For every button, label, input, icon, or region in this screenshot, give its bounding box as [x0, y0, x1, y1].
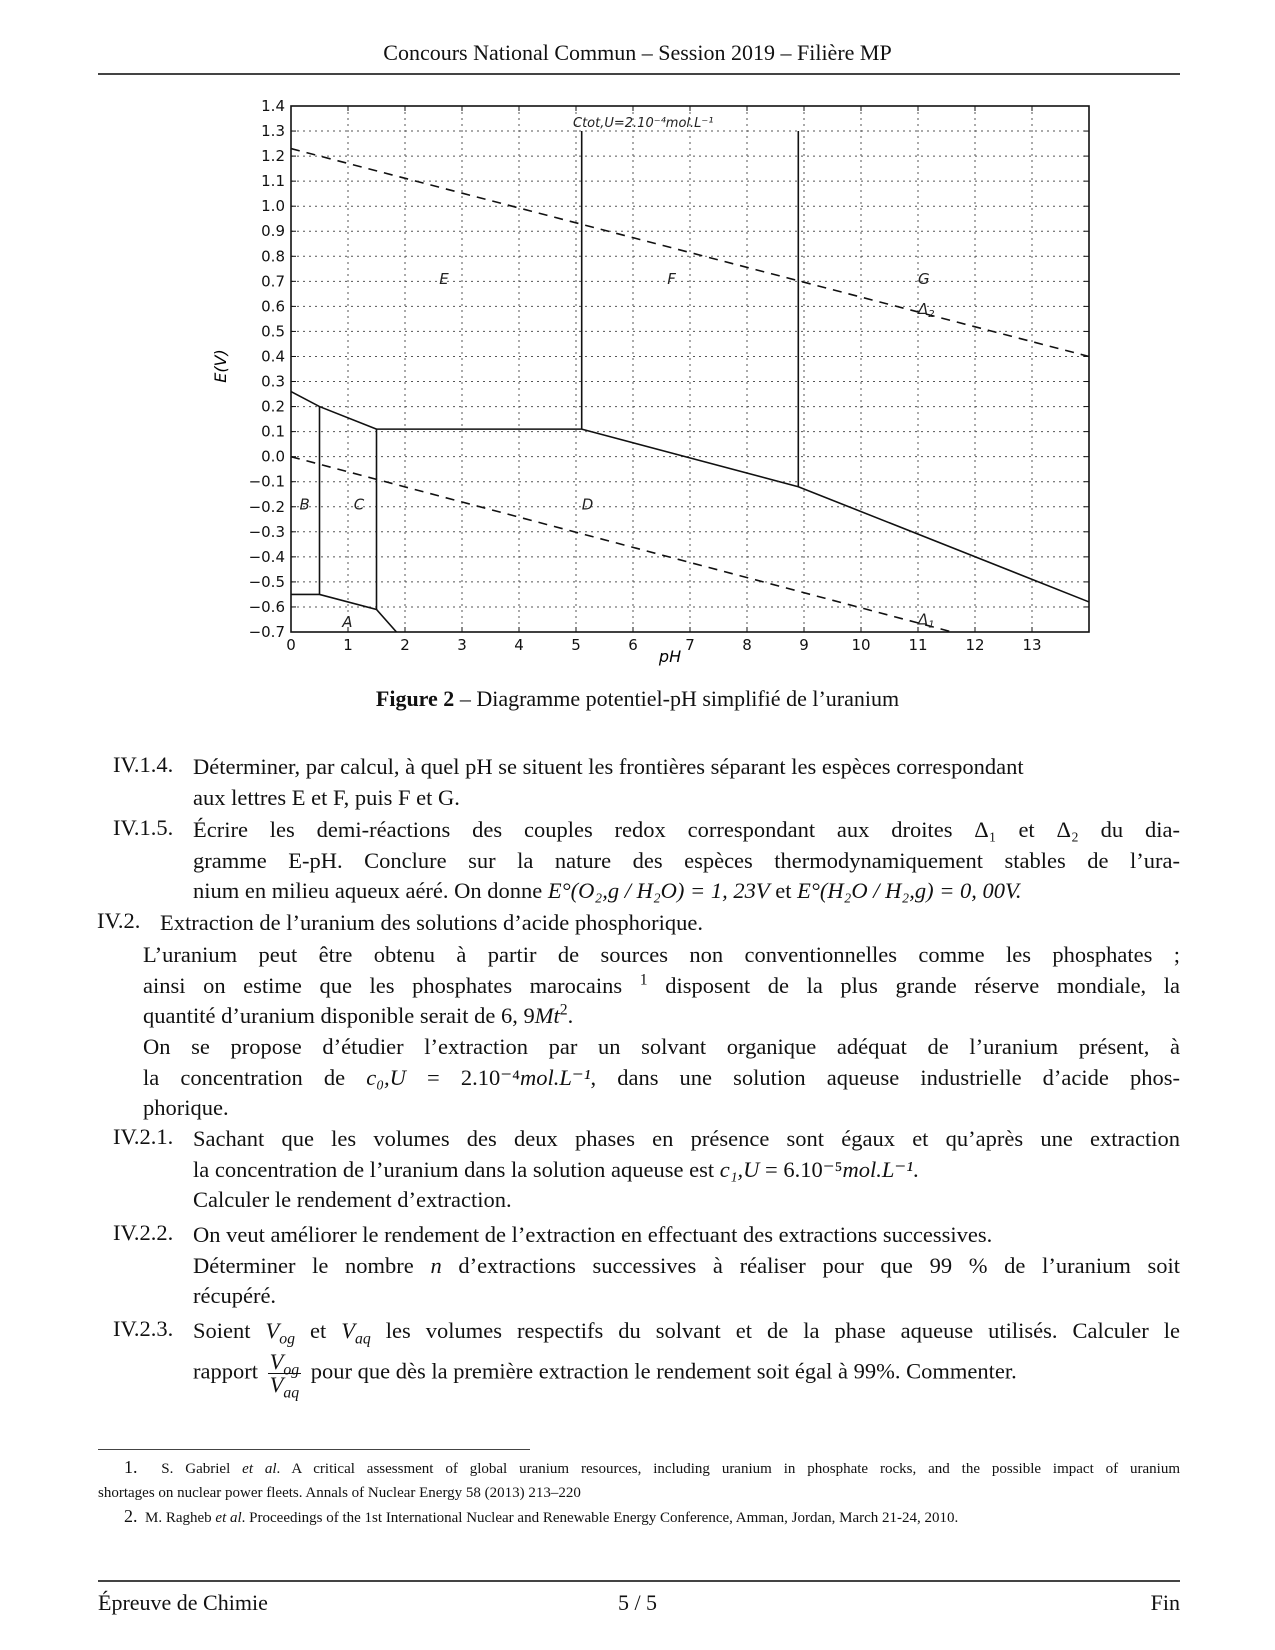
svg-text:0.7: 0.7	[261, 272, 285, 291]
footnote-ref[interactable]: 1	[639, 971, 648, 988]
text-span: Soient	[193, 1318, 266, 1343]
text-span: S. Gabriel	[161, 1461, 243, 1477]
svg-text:3: 3	[457, 636, 467, 654]
svg-text:11: 11	[908, 636, 928, 654]
formula: c₁,U	[719, 1156, 760, 1182]
figure-caption-text: Diagramme potentiel-pH simplifié de l’uranium	[476, 686, 900, 711]
question-line: On veut améliorer le rendement de l’extraction en effectuant des extractions successives.	[193, 1222, 993, 1247]
svg-text:1.2: 1.2	[261, 147, 285, 166]
text-span: M. Ragheb	[145, 1510, 216, 1526]
paragraph-line: phorique.	[143, 1095, 229, 1120]
footnote-ref[interactable]: 2	[559, 1001, 568, 1019]
svg-text:Δ1: $\Delta_1$	[918, 610, 935, 631]
x-tick-labels	[286, 106, 1041, 654]
text-span: quantité d’uranium disponible serait de 6, 9	[143, 1003, 535, 1028]
svg-text:0.2: 0.2	[261, 397, 285, 416]
text-span: .	[567, 1003, 574, 1028]
subscript: aq	[355, 1330, 371, 1348]
text-span: d’extractions successives à réaliser pour que 99 % de l’uranium soit	[441, 1252, 1181, 1278]
footer-right: Fin	[1150, 1590, 1180, 1615]
text-span: . A critical assessment of global uranium resources, including uranium in phosphate rocks, and the possible impact of uranium	[276, 1461, 1181, 1477]
question-line	[193, 1155, 1180, 1186]
svg-text:E: E	[439, 269, 449, 288]
paragraph-line: On se propose d’étudier l’extraction par un solvant organique adéquat de l’uranium présent, à	[143, 1034, 1180, 1059]
svg-text:6: 6	[628, 636, 638, 654]
question-text	[193, 1220, 1180, 1312]
svg-text:1.4: 1.4	[261, 97, 285, 115]
svg-text:−0.4: −0.4	[248, 547, 285, 566]
svg-text:0.9: 0.9	[261, 222, 285, 241]
question-text	[193, 1124, 1180, 1216]
unit: Mt	[534, 1003, 560, 1028]
svg-text:0.1: 0.1	[261, 422, 285, 441]
svg-text:G: G	[918, 269, 930, 288]
question-line: Sachant que les volumes des deux phases en présence sont égaux et qu’après une extraction	[193, 1126, 1180, 1151]
svg-text:8: 8	[742, 636, 752, 654]
svg-text:−0.3: −0.3	[248, 522, 285, 541]
variable: V	[265, 1318, 280, 1343]
footnote-2	[98, 1504, 1180, 1530]
footnote-number: 1.	[124, 1457, 138, 1477]
numerator: V	[269, 1348, 284, 1374]
formula: = 2.10⁻⁴	[405, 1064, 520, 1090]
svg-text:−0.5: −0.5	[248, 572, 285, 591]
text-span: rapport	[193, 1358, 258, 1384]
svg-text:12: 12	[965, 636, 985, 654]
text-span: .	[912, 1156, 919, 1182]
svg-text:9: 9	[799, 636, 809, 654]
question-number: IV.2.3.	[113, 1316, 174, 1341]
svg-text:A: A	[342, 612, 353, 631]
footnote-rule	[98, 1449, 530, 1450]
question-line: récupéré.	[193, 1283, 277, 1308]
section-paragraph-2	[143, 1032, 1180, 1124]
question-line	[193, 1316, 1180, 1347]
svg-text:0.0: 0.0	[261, 447, 285, 466]
question-line	[193, 1348, 1180, 1401]
svg-text:5: 5	[571, 636, 581, 654]
svg-text:F: F	[667, 269, 676, 288]
question-line	[193, 1251, 1180, 1282]
text-span: les volumes respectifs du solvant et de la phase aqueuse utilisés. Calculer le	[370, 1318, 1180, 1343]
footnote-line: shortages on nuclear power fleets. Annals of Nuclear Energy 58 (2013) 213–220	[98, 1485, 581, 1501]
text-span: nium en milieu aqueux aéré. On donne	[193, 878, 548, 903]
question-number: IV.1.5.	[113, 815, 174, 840]
page-header-title: Concours National Commun – Session 2019 – Filière MP	[383, 40, 892, 65]
formula: E°(O₂,g / H₂O) = 1, 23V	[547, 878, 770, 903]
svg-text:−0.2: −0.2	[248, 497, 285, 516]
text-span: ainsi on estime que les phosphates marocains	[143, 972, 640, 998]
footer-page-number: 5 / 5	[617, 1590, 658, 1615]
text-span: Déterminer le nombre	[193, 1252, 431, 1278]
subscript: og	[283, 1361, 300, 1378]
svg-text:0.8: 0.8	[261, 247, 285, 266]
concentration-annotation: Ctot,U=2.10⁻⁴mol.L⁻¹	[573, 116, 714, 131]
subscript: aq	[283, 1384, 300, 1401]
text-span: et	[295, 1318, 342, 1343]
formula: = 6.10⁻⁵	[759, 1156, 843, 1182]
question-text	[193, 815, 1180, 907]
figure-caption-label: Figure 2	[375, 686, 455, 711]
question-number: IV.1.4.	[113, 752, 174, 777]
footnote-line	[98, 1504, 1180, 1530]
question-text	[193, 1316, 1180, 1401]
question-number: IV.2.1.	[113, 1124, 174, 1149]
svg-text:0.6: 0.6	[261, 297, 285, 316]
svg-text:Δ2: $\Delta_2$	[918, 299, 935, 320]
svg-text:7: 7	[685, 636, 695, 654]
svg-text:−0.1: −0.1	[248, 472, 285, 491]
footnote-number: 2.	[124, 1506, 138, 1526]
text-span: la concentration de l’uranium dans la solution aqueuse est	[193, 1156, 720, 1182]
question-line: Déterminer, par calcul, à quel pH se situent les frontières séparant les espèces correspondant	[193, 754, 1024, 779]
question-line: Calculer le rendement d’extraction.	[193, 1187, 512, 1212]
y-tick-labels	[249, 97, 1089, 641]
svg-text:−0.7: −0.7	[248, 623, 285, 641]
section-paragraph-1	[143, 940, 1180, 1032]
paragraph-line: L’uranium peut être obtenu à partir de sources non conventionnelles comme les phosphates ;	[143, 942, 1180, 967]
svg-text:1: 1	[343, 636, 353, 654]
svg-text:0.4: 0.4	[261, 347, 285, 366]
paragraph-line	[143, 1063, 1180, 1094]
svg-text:1.3: 1.3	[261, 122, 285, 141]
formula: E°(H₂O / H₂,g) = 0, 00V.	[797, 878, 1022, 903]
paragraph-line	[143, 971, 1180, 1002]
caption-separator: –	[454, 686, 477, 711]
text-span: la concentration de	[143, 1064, 367, 1090]
paragraph-line	[143, 1001, 1180, 1032]
question-line: aux lettres E et F, puis F et G.	[193, 784, 460, 810]
potential-ph-diagram	[0, 0, 1275, 680]
question-text	[193, 752, 1180, 813]
svg-text:0.3: 0.3	[261, 372, 285, 391]
svg-text:1.0: 1.0	[261, 197, 285, 216]
svg-text:D: D	[581, 495, 594, 514]
question-number: IV.2.2.	[113, 1220, 174, 1245]
svg-text:2: 2	[400, 636, 410, 654]
footer-left: Épreuve de Chimie	[98, 1590, 268, 1615]
x-axis-label: pH	[658, 647, 682, 666]
svg-text:10: 10	[851, 636, 871, 654]
svg-text:0.5: 0.5	[261, 322, 285, 341]
text-span: et al	[242, 1461, 277, 1477]
section-number: IV.2.	[97, 908, 141, 933]
subscript: og	[279, 1330, 296, 1348]
text-span: . Proceedings of the 1st International Nuclear and Renewable Energy Conference, Amman, Jordan, March 21-24, 2010.	[241, 1510, 959, 1526]
chart-grid	[291, 106, 1089, 632]
footnote-line	[98, 1455, 1180, 1481]
variable: V	[341, 1318, 356, 1343]
figure-caption	[0, 686, 1275, 712]
svg-text:4: 4	[514, 636, 524, 654]
unit: mol.L⁻¹	[842, 1156, 913, 1182]
text-span: et	[769, 878, 798, 903]
text-span: pour que dès la première extraction le rendement soit égal à 99%. Commenter.	[310, 1358, 1017, 1384]
formula: c₀,U	[366, 1064, 406, 1090]
variable: n	[430, 1252, 442, 1278]
svg-text:13: 13	[1022, 636, 1042, 654]
y-axis-label: E(V)	[211, 349, 230, 383]
section-title: Extraction de l’uranium des solutions d’acide phosphorique.	[160, 910, 703, 935]
svg-text:1.1: 1.1	[261, 172, 285, 191]
unit: mol.L⁻¹	[519, 1064, 591, 1090]
text-span: , dans une solution aqueuse industrielle d’acide phos-	[590, 1064, 1180, 1090]
question-line	[193, 876, 1180, 907]
footer-rule	[98, 1580, 1180, 1582]
svg-text:0: 0	[286, 636, 296, 654]
svg-text:B: B	[299, 495, 310, 514]
svg-text:C: C	[353, 495, 365, 514]
svg-text:−0.6: −0.6	[248, 597, 285, 616]
denominator: V	[269, 1371, 284, 1397]
text-span: disposent de la plus grande réserve mondiale, la	[647, 972, 1180, 998]
text-span: et al	[215, 1510, 242, 1526]
question-line: Écrire les demi-réactions des couples redox correspondant aux droites Δ₁ et Δ₂ du dia-	[193, 817, 1180, 842]
question-line: gramme E-pH. Conclure sur la nature des espèces thermodynamiquement stables de l’ura-	[193, 847, 1180, 873]
volume-ratio-fraction	[268, 1348, 302, 1401]
footnote-1	[98, 1455, 1180, 1505]
region-labels	[300, 270, 935, 631]
